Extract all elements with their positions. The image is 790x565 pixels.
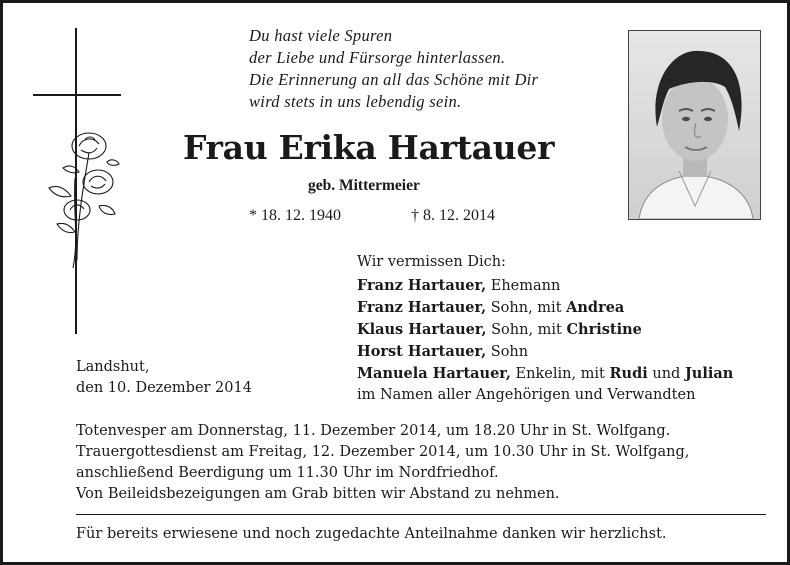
mourners-intro: Wir vermissen Dich: — [357, 254, 506, 270]
poem-line: Die Erinnerung an all das Schöne mit Dir — [249, 70, 539, 89]
mourner-relation: Sohn, mit — [486, 300, 567, 316]
mourner-relation: Ehemann — [486, 278, 561, 294]
service-info — [76, 421, 689, 505]
mourner-partner: Christine — [566, 321, 642, 338]
mourner-partner: Julian — [684, 365, 734, 382]
deceased-name: Frau Erika Hartauer — [183, 128, 555, 167]
place: Landshut, — [76, 359, 150, 375]
divider — [76, 514, 766, 515]
place-date — [76, 357, 252, 399]
mourner-conjunction: und — [647, 366, 685, 382]
death-date: † 8. 12. 2014 — [411, 207, 495, 224]
mourner-line — [357, 319, 733, 341]
service-line: Trauergottesdienst am Freitag, 12. Dezember 2014, um 10.30 Uhr in St. Wolfgang, — [76, 444, 690, 460]
service-line: Totenvesper am Donnerstag, 11. Dezember 2014, um 18.20 Uhr in St. Wolfgang. — [76, 423, 671, 439]
mourner-relation: Enkelin, mit — [510, 366, 610, 382]
memorial-poem — [249, 25, 538, 113]
mourner-line — [357, 363, 733, 385]
mourner-name: Franz Hartauer, — [357, 299, 487, 316]
birth-date: * 18. 12. 1940 — [249, 207, 341, 224]
mourner-name: Horst Hartauer, — [357, 343, 487, 360]
mourner-line — [357, 275, 733, 297]
portrait-photo — [628, 30, 761, 220]
birth-name: geb. Mittermeier — [308, 177, 420, 194]
service-line: anschließend Beerdigung um 11.30 Uhr im Nordfriedhof. — [76, 465, 499, 481]
mourner-partner: Andrea — [566, 299, 625, 316]
mourner-relation: Sohn — [486, 344, 529, 360]
mourner-line — [357, 341, 733, 363]
mourner-relation: Sohn, mit — [486, 322, 567, 338]
mourners-closing: im Namen aller Angehörigen und Verwandten — [357, 387, 696, 403]
mourner-name: Klaus Hartauer, — [357, 321, 487, 338]
thanks-line: Für bereits erwiesene und noch zugedachte Anteilnahme danken wir herzlichst. — [76, 526, 667, 542]
mourner-name: Manuela Hartauer, — [357, 365, 511, 382]
rose-icon — [49, 133, 119, 268]
mourner-line — [357, 297, 733, 319]
service-line: Von Beileidsbezeigungen am Grab bitten wir Abstand zu nehmen. — [76, 486, 560, 502]
cross-icon — [33, 28, 133, 342]
mourners-block — [357, 252, 733, 406]
poem-line: der Liebe und Fürsorge hinterlassen. — [249, 48, 506, 67]
mourner-partner: Rudi — [609, 365, 648, 382]
poem-line: Du hast viele Spuren — [249, 26, 393, 45]
notice-date: den 10. Dezember 2014 — [76, 380, 252, 396]
poem-line: wird stets in uns lebendig sein. — [249, 92, 462, 111]
mourner-name: Franz Hartauer, — [357, 277, 487, 294]
